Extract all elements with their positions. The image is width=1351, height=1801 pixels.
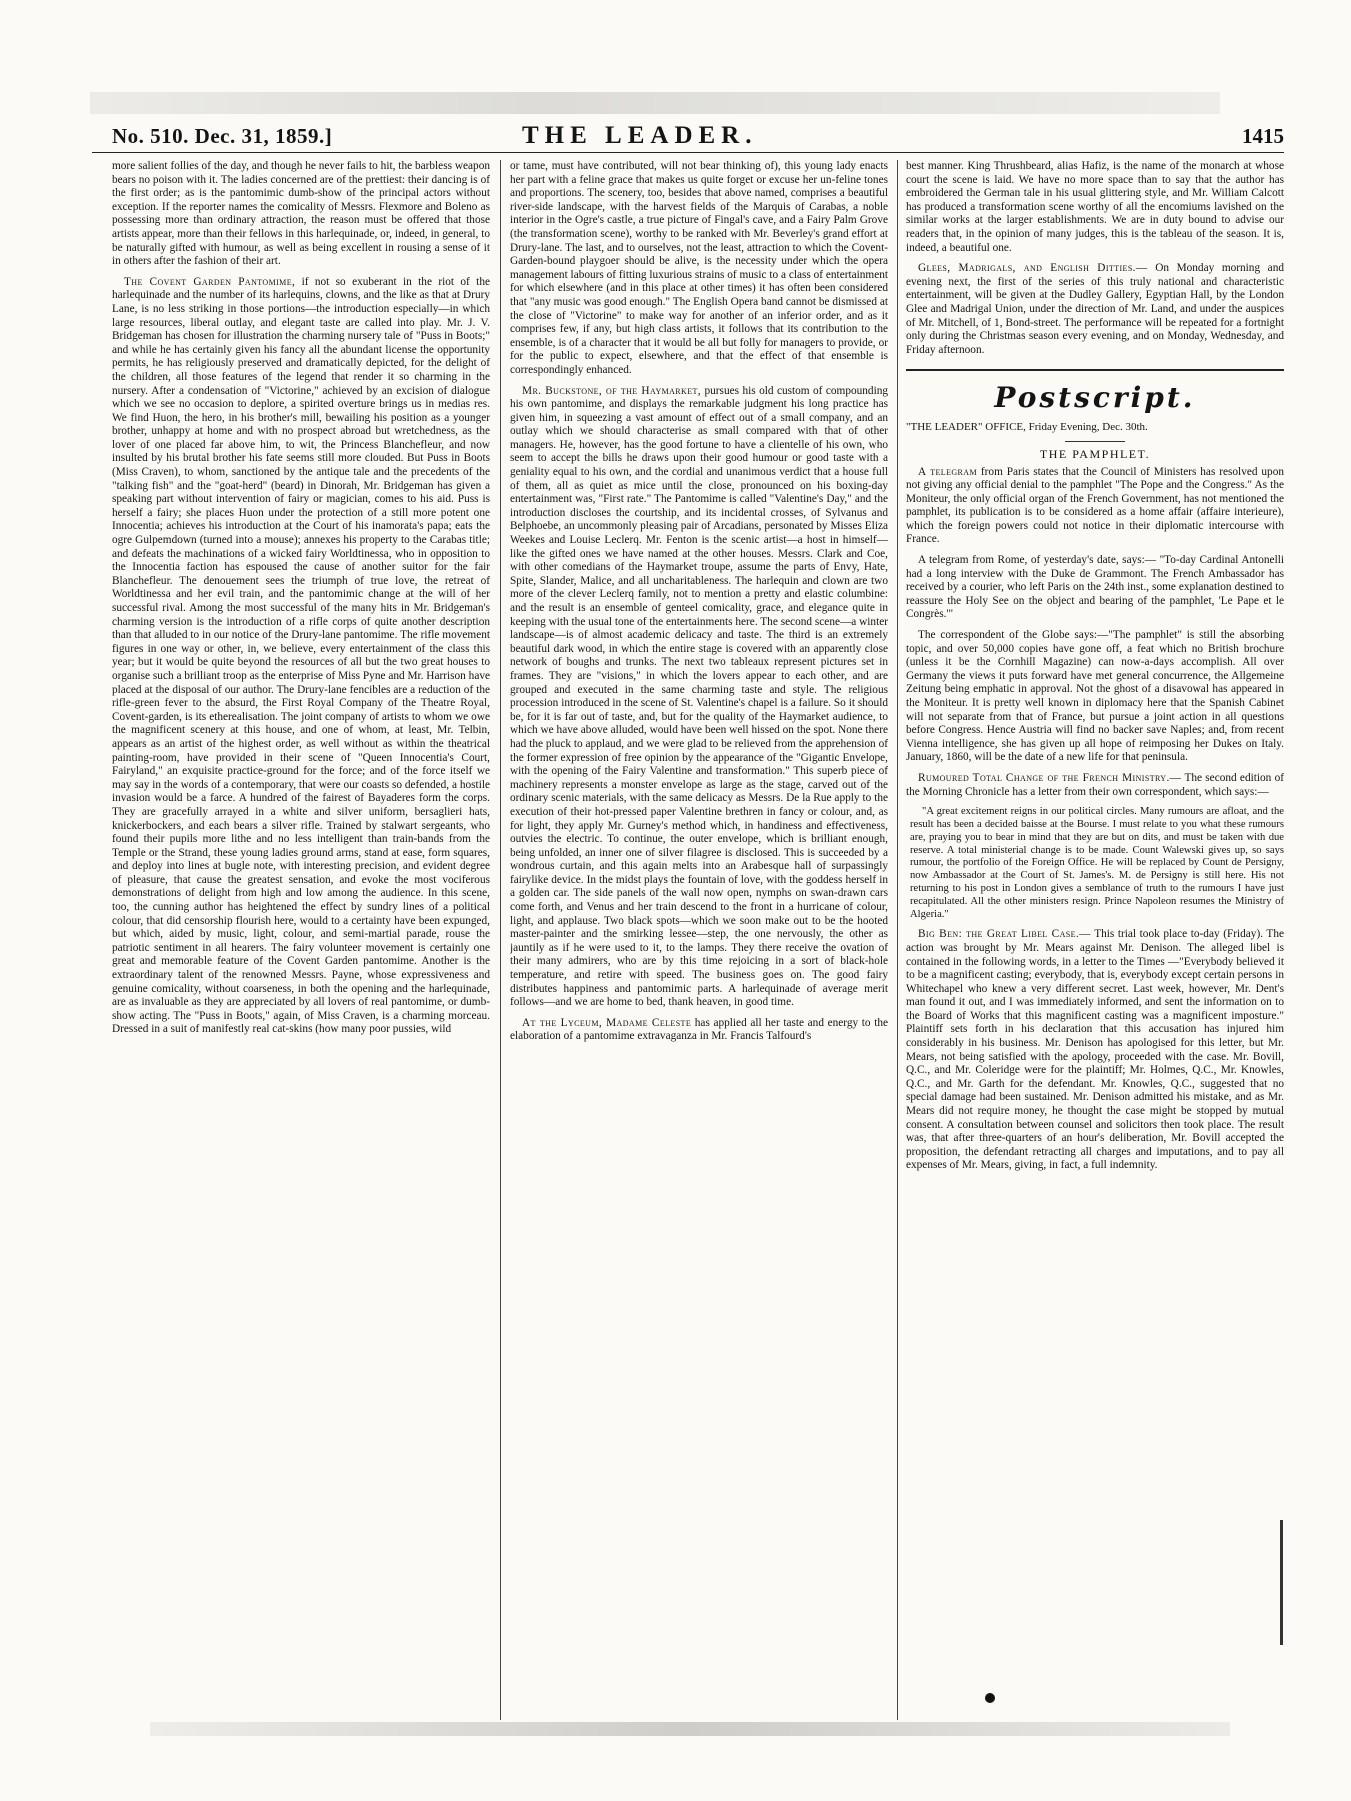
paragraph-body: On Monday morning and evening next, the first of the series of this truly national and characteristic entertainment, will be given at the Dudley Gallery, Egyptian Hall, by the London Glee and Madrigal Union, under the direction of Mr. Land, and under the auspices of Mr. Mitchell, of 1, Bond-street. The performance will be repeated for a fortnight only during the Christmas season every evening, and on Monday, Wednesday, and Friday afternoon. <box>906 262 1284 356</box>
lead-in: Glees, Madrigals, and English Ditties.— <box>918 262 1148 275</box>
column-1 <box>112 160 490 1720</box>
divider <box>1065 441 1125 442</box>
issue-date: No. 510. Dec. 31, 1859.] <box>112 124 333 148</box>
page-number: 1415 <box>1242 124 1284 148</box>
paragraph <box>510 385 888 1010</box>
paper-title: THE LEADER. <box>522 122 758 149</box>
paragraph-body: pursues his old custom of compounding his own pantomime, and displays the remarkable judgment his long practice has given him, in squeezing a vast amount of effect out of a small company, and an outlay which we should characterise as small compared with that of other managers. He, however, has the good fortune to have a clientelle of his own, who seem to accept the bills he draws upon their good humour or good taste with a geniality equal to his own, and the cordial and unanimous verdict that a house full of them, all as quiet as mice until the close, pronounced on his boxing-day entertainment was, "First rate." The Pantomime is called "Valentine's Day," and the introduction discloses the courtship, and its incidental crosses, of Sylvanus and Belphoebe, an uncommonly pleasing pair of Arcadians, personated by Misses Eliza Weekes and Louise Leclerq. Mr. Fenton is the scenic artist—a host in himself—like the gifted ones we have named at the other houses. Messrs. Clark and Coe, with other comedians of the Haymarket troupe, assume the parts of Envy, Hate, Spite, Slander, Malice, and all uncharitableness. The harlequin and clown are two more of the clever Leclerq family, not to mention a pretty and elastic columbine: and the result is an ensemble of genteel comicality, grace, and elegance quite in keeping with the usual tone of the entertainments here. The second scene—a winter landscape—is of almost academic delicacy and taste. The third is an extremely beautiful dark wood, in which the entire stage is covered with an apparently close network of boughs and trunks. The next two tableaux represent pictures set in frames. They are "visions," in which the lovers appear to each other, and are grouped and executed in the same charming taste and style. The religious procession introduced in the scene of St. Valentine's chapel is a failure. So it should be, for it is far out of taste, and, but for the quality of the Haymarket audience, to which we have above alluded, would have been well hissed on the spot. None there had the pluck to applaud, and we were glad to be relieved from the apprehension of the former expression of free opinion by the appearance of the "Gigantic Envelope, with the opening of the Fairy Valentine and transformation." This superb piece of machinery represents a monster envelope as large as the stage, carved out of the ordinary scenic materials, with the same delicacy as Messrs. De la Rue apply to the execution of their hot-pressed paper Valentine brethren in fancy or colour, and, as for light, they apply Mr. Gurney's method which, in handiness and effectiveness, outvies the electric. To continue, the outer envelope, which is brilliant enough, being unfolded, an inner one of silver filagree is disclosed. This is succeeded by a wondrous curtain, and this again melts into an Arabesque hall of surpassingly fairylike device. In the midst plays the fountain of love, with the goddess herself in a golden car. The side panels of the wall now open, nymphs on swan-drawn cars come forth, and Venus and her train descend to the front in a hurricane of colour, light, and applause. Two black spots—which we soon make out to be the hooted master-painter and the smirking lessee—step, the one nervously, the other as jauntily as if he were used to it, to the lamps. They there receive the ovation of their many admirers, who are by this time rejoicing in a sort of black-hole temperature, and retire with speed. The business goes on. The good fairy distributes happiness and pantomimic parts. A harlequinade of average merit follows—and we are home to bed, thank heaven, in good time. <box>510 384 888 1009</box>
column-2 <box>510 160 888 1720</box>
postscript-header <box>906 369 1284 435</box>
margin-ink-mark <box>1280 1520 1283 1645</box>
paragraph-body: has applied all her taste and energy to the elaboration of a pantomime extravaganza in Mr. Francis Talfourd's <box>510 1016 888 1043</box>
scan-smudge-top <box>90 92 1220 114</box>
paragraph: more salient follies of the day, and though he never fails to hit, the barbless weapon bears no poison with it. The ladies concerned are of the prettiest: their dancing is of the first order; as is the pantomimic dumb-show of the principal actors without exception. If the reporter names the comicality of Messrs. Flexmore and Boleno as possessing more than ordinary attraction, the reason must be offered that those artists appear, more than their fellows in this harlequinade, or, indeed, in general, to be naturally gifted with humour, as well as being excellent in rousing a sense of it in others after the fashion of their art. <box>112 160 490 268</box>
ink-dot <box>985 1693 995 1703</box>
office-dateline: "THE LEADER" OFFICE, Friday Evening, Dec. 30th. <box>906 421 1148 434</box>
paragraph: The correspondent of the Globe says:—"The pamphlet" is still the absorbing topic, and over 50,000 copies have gone off, a feat which no British brochure (unless it be the Cornhill Magazine) can now-a-days accomplish. All over Germany the views it puts forward have met general concurrence, the Allgemeine Zeitung being emphatic in approval. Not the ghost of a disavowal has appeared in the Moniteur. It is pretty well known in diplomacy here that the Spanish Cabinet will not separate from that of France, but pursue a joint action in all questions before Congress. Hence Austria will find no backer save Naples; and, from recent Vienna intelligence, she has given up all hope of reimposing her Dukes on Italy. January, 1860, will be the date of a new life for that peninsula. <box>906 629 1284 764</box>
masthead <box>92 122 1284 153</box>
lead-in: Mr. Buckstone, of the Haymarket, <box>522 384 702 397</box>
lead-in: Rumoured Total Change of the French Ministry.— <box>918 771 1182 784</box>
lead-in: A telegram <box>918 465 977 478</box>
paragraph <box>906 262 1284 357</box>
lead-in: The Covent Garden Pantomime, <box>124 275 296 288</box>
paragraph: best manner. King Thrushbeard, alias Hafiz, is the name of the monarch at whose court the scene is laid. We have no more space than to say that the author has embroidered the German tale in his usual glittering style, and Mr. William Calcott has produced a transformation scene worthy of all the encomiums lavished on the similar works at the larger establishments. We are in duty bound to advise our readers that, in the opinion of many judges, this is the tableau of the season. It is, indeed, a beautiful one. <box>906 160 1284 254</box>
paragraph <box>510 1017 888 1044</box>
paragraph: or tame, must have contributed, will not bear thinking of), this young lady enacts her part with a feline grace that makes us quite forget or excuse her un-feline tones and proportions. The scenery, too, besides that above named, comprises a beautiful river-side landscape, with the harvest fields of the Marquis of Carabas, a noble interior in the Ogre's castle, a true picture of Fingal's cave, and a Fairy Palm Grove (the transformation scene), worthy to be ranked with Mr. Beverley's grand effort at Drury-lane. The last, and to ourselves, not the least, attraction to which the Covent-Garden-bound playgoer should be alive, is the necessity under which the opera management labours of fitting luxurious strains of music to a class of entertainment for which elsewhere (and in this place at other times) it has often been considered that "any music was good enough." The English Opera band cannot be dismissed at the close of "Victorine" to make way for another of an inferior order, and as it comprises few, if any, but high class artists, it follows that its contribution to the ensemble, is of a character that it would be all but folly for managers to provide, or for the public to expect, elsewhere, and that the effect of that ensemble is correspondingly enhanced. <box>510 160 888 376</box>
article-columns <box>92 160 1284 1720</box>
column-3 <box>906 160 1284 1720</box>
paragraph <box>906 928 1284 1173</box>
section-title: THE PAMPHLET. <box>1039 446 1151 461</box>
quoted-letter: "A great excitement reigns in our political circles. Many rumours are afloat, and the result has been a decided baisse at the Bourse. I must relate to you what these rumours are, praying you to bear in mind that they are but on dits, and must be taken with due reserve. A total ministerial change is to be made. Count Walewski gives up, so says rumour, the portfolio of the Foreign Office. He will be replaced by Count de Persigny, now Ambassador at the Court of St. James's. M. de Persigny is still here. His not returning to his post in London gives a semblance of truth to the rumours I have just recapitulated. All the other ministers resign. Prince Napoleon resumes the Ministry of Algeria." <box>910 806 1284 920</box>
paragraph <box>112 276 490 1037</box>
postscript-title: Postscript. <box>994 381 1196 415</box>
scan-smudge-bottom <box>150 1722 1230 1736</box>
paragraph <box>906 466 1284 548</box>
paragraph <box>906 772 1284 799</box>
paragraph: A telegram from Rome, of yesterday's date, says:— "To-day Cardinal Antonelli had a long interview with the Duke de Grammont. The French Ambassador has received by a courier, who left Paris on the 24th inst., some explanation destined to reassure the Holy See on the object and bearing of the pamphlet, 'Le Pape et le Congrès.'" <box>906 554 1284 621</box>
lead-in: Big Ben: the Great Libel Case.— <box>918 928 1091 941</box>
paragraph-body: from Paris states that the Council of Ministers has resolved upon not giving any official denial to the pamphlet "The Pope and the Congress." As the Moniteur, the only official organ of the French Government, has not mentioned the pamphlet, its publication is to be considered as a home affair (affaire interieure), which the foreign powers could not notice in their diplomatic intercourse with France. <box>906 465 1284 546</box>
newspaper-page <box>92 122 1284 1172</box>
lead-in: At the Lyceum, Madame Celeste <box>522 1016 692 1029</box>
paragraph-body: This trial took place to-day (Friday). The action was brought by Mr. Mears against Mr. Denison. The alleged libel is contained in the following words, in a letter to the Times —"Everybody believed it to be a magnificent casting; everybody, that is, everybody except certain persons in Whitechapel who knew a very different secret. Last week, however, Mr. Dent's man found it out, and I was immediately informed, and sent the information on to the Board of Works that this magnificent casting was a magnificent imposture." Plaintiff sets forth in his declaration that this accusation has injured him considerably in his business. Mr. Denison has apologised for this letter, but Mr. Mears, not being satisfied with the apology, proceeded with the case. Mr. Bovill, Q.C., and Mr. Coleridge were for the plaintiff; Mr. Holmes, Q.C., Mr. Knowles, Q.C., and Mr. Garth for the defendant. Mr. Knowles, Q.C., suggested that no special damage had been sustained. Mr. Denison admitted his mistake, and as Mr. Mears did not require money, he thought the case might be stopped by mutual consent. A consultation between counsel and solicitors then took place. The result was, that after three-quarters of an hour's deliberation, Mr. Bovill accepted the proposition, the defendant retracting all charges and imputations, and to pay all expenses of Mr. Mears, giving, in fact, a full indemnity. <box>906 928 1284 1172</box>
paragraph-body: if not so exuberant in the riot of the harlequinade and the number of its harlequins, clowns, and the like as that at Drury Lane, is no less striking in those portions—the introduction especially—in which large resources, liberal outlay, and elegant taste are called into play. Mr. J. V. Bridgeman has chosen for illustration the charming nursery tale of "Puss in Boots;" and while he has certainly given his fancy all the abundant license the opportunity permits, he has religiously preserved and dramatically depicted, for the delight of the children, all those features of the legend that render it so charming in the nursery. After a condensation of "Victorine," achieved by an excision of dialogue which we see no occasion to deplore, a spirited overture brings us in medias res. We find Huon, the hero, in his brother's mill, bewailing his position as a younger brother, unhappy at home and with no prospect abroad but wretchedness, as the lover of one placed far above him, to wit, the Princess Blanchefleur, and now insulted by his brutal brother his fate seems still more clouded. But Puss in Boots (Miss Craven), to whom, sanctioned by the antique tale and the precedents of the "talking fish" and the "goat-herd" (beard) in Dinorah, Mr. Bridgeman has given a speaking part without intervention of fairy or magician, comes to his aid. Puss is herself a fairy; she places Huon under the protection of a still more potent one Innocentia; achieves his introduction at the Court of his inamorata's papa; eats the ogre Gulpemdown (turned into a mouse); annexes his property to the Carabas title; and defeats the machinations of a wicked fairy Worldtinessa, who in opposition to the Innocentia faction has espoused the cause of another suitor for the fair Blanchefleur. The denouement sees the triumph of true love, the retreat of Worldtinessa and her evil train, and the pantomimic change at the will of her successful rival. Among the most successful of the many hits in Mr. Bridgeman's charming version is the introduction of a rifle corps of quite another description than that alluded to in our notice of the Drury-lane pantomime. The rifle movement figures in one way or other, in, we believe, every entertainment of the class this year; but it would be quite beyond the resources of all but the two great houses to organise such a brilliant troop as the enterprise of Miss Pyne and Mr. Harrison have placed at the disposal of our author. The Drury-lane fencibles are a reduction of the rifle-green fever to the absurd, the First Royal Company of the Theatre Royal, Covent-garden, is its etherealisation. The joint company of artists to whom we owe the magnificent scenery at this house, and one of whom, at least, Mr. Telbin, appears as an artist of the highest order, as well without as within the theatrical painting-room, have provided in their scene of "Queen Innocentia's Court, Fairyland," an exquisite practice-ground for the force; and of the force itself we may say in the words of a contemporary, that were our coasts so defended, a hostile invasion would be a farce. A hundred of the fairest of Bayaderes form the corps. They are gracefully arrayed in a white and silver uniform, bersaglieri hats, knickerbockers, and each bears a silver rifle. Trained by stalwart sergeants, who found their pupils more lithe and no less intelligent than train-bands from the Temple or the Strand, these young ladies ground arms, stand at ease, form squares, and deploy into lines at bugle note, with interesting precision, and evident degree of pleasure, that cause the greatest sensation, and evoke the most vociferous demonstrations of delight from high and low among the audience. In this scene, too, the cunning author has heightened the effect by sundry lines of a political colour, that did censorship flourish here, would to a certainty have been expunged, but which, aided by music, light, colour, and semi-martial parade, rouse the patriotic sentiment in all hearers. The fairy volunteer movement is certainly one great and memorable feature of the Covent Garden pantomime. Another is the extraordinary talent of the renowned Messrs. Payne, whose expressiveness and genuine comicality, without coarseness, in both the opening and the harlequinade, are as invaluable as they are appreciated by all lovers of real pantomime, or dumb-show acting. The "Puss in Boots," again, of Miss Craven, is a charming morceau. Dressed in a suit of manifestly real cat-skins (how many poor pussies, wild <box>112 275 490 1036</box>
paragraph-body: The second edition of the Morning Chronicle has a letter from their own correspondent, which says:— <box>906 771 1284 798</box>
